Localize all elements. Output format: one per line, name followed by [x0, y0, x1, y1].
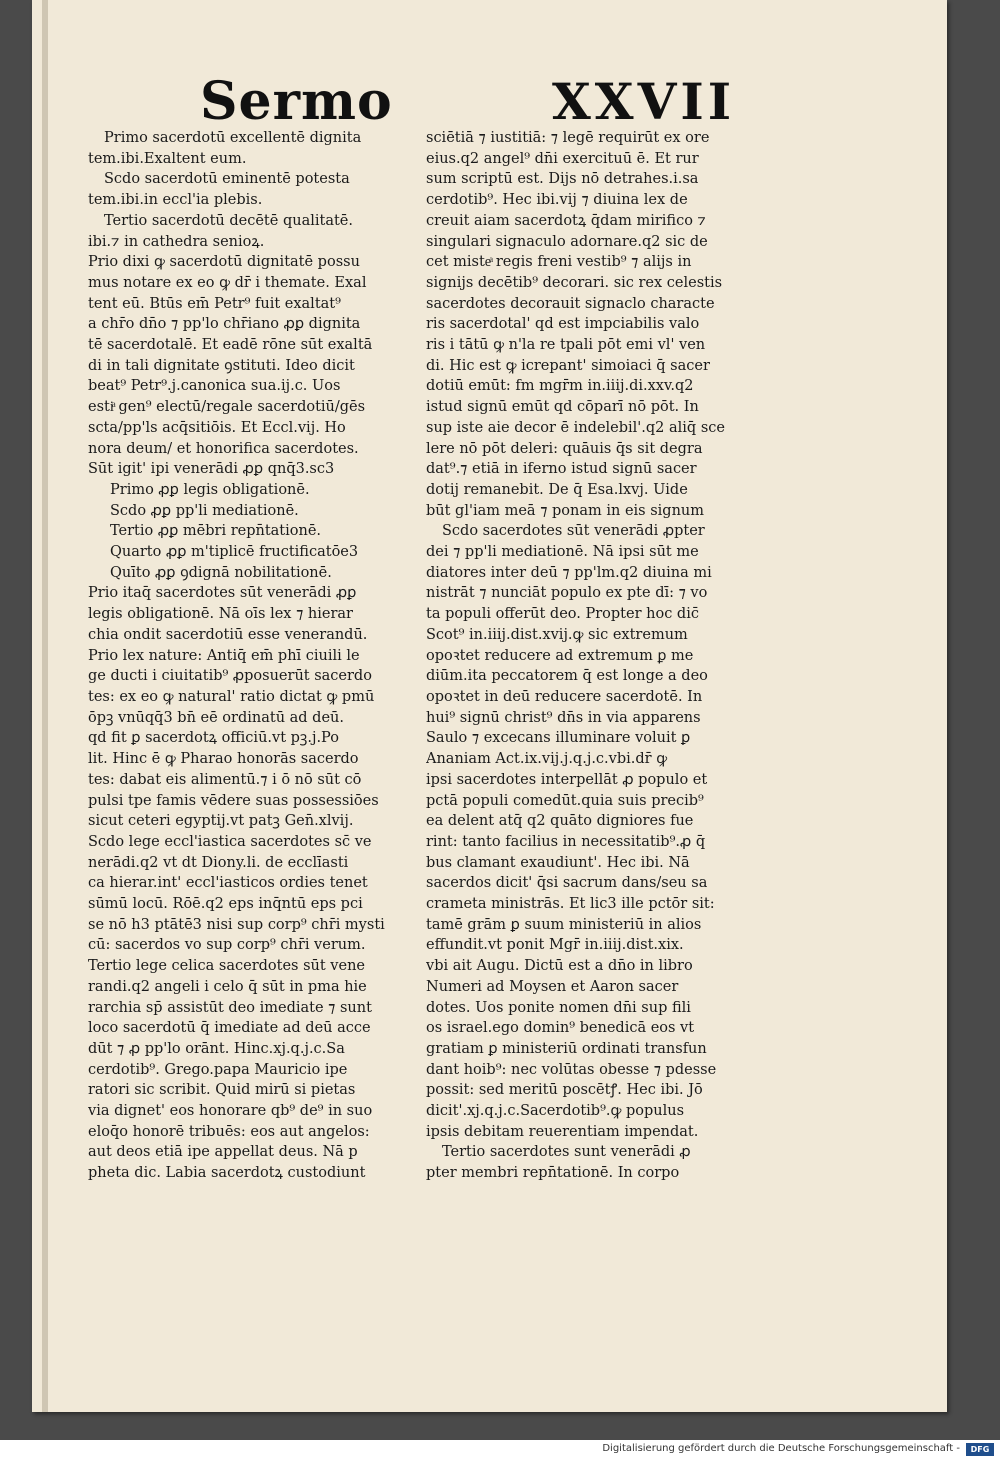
- running-head-title: Sermo: [200, 71, 393, 132]
- page-gutter: [42, 0, 48, 1412]
- text-line: dicit'.xj.q.j.c.Sacerdotib⁹.ꝙ populus: [426, 1103, 685, 1120]
- text-line: Scdo ꝓꝑ pp'li mediationē.: [110, 502, 299, 519]
- text-line: ca hierar.int' eccl'iasticos ordies tenet: [88, 875, 368, 892]
- footer-bar: [0, 1440, 1000, 1460]
- text-line: sacerdotes decorauit signaclo characte: [426, 295, 715, 312]
- text-line: Numeri ad Moysen et Aaron sacer: [426, 978, 679, 995]
- text-line: rarchia sp̄ assistūt deo imediate ⁊ sunt: [88, 999, 372, 1016]
- text-line: signijs decētib⁹ decorari. sic rex celestis: [426, 274, 723, 291]
- text-line: singulari signaculo adornare.q2 sic de: [426, 233, 708, 250]
- text-line: istud signū emūt qd cōparī nō pōt. In: [426, 399, 699, 416]
- text-line: ratori sic scribit. Quid mirū si pietas: [88, 1082, 356, 1099]
- text-line: cū: sacerdos vo sup corp⁹ chr̄i verum.: [88, 937, 366, 954]
- text-line: lere nō pōt deleri: quāuis q̄s sit degra: [426, 440, 703, 457]
- text-line: qd fit ꝑ sacerdotꝝ officiū.vt pꝫ.j.Po: [88, 730, 339, 747]
- text-line: sciētiā ⁊ iustitiā: ⁊ legē requirūt ex ore: [426, 130, 710, 146]
- text-line: sup iste aie decor ē indelebil'.q2 aliq̄ sce: [426, 419, 725, 436]
- text-line: tē sacerdotalē. Et eadē rōne sūt exaltā: [88, 337, 373, 354]
- text-line: Scdo sacerdotes sūt venerādi ꝓpter: [442, 523, 705, 540]
- text-line: opoꝛtet reducere ad extremum ꝑ me: [426, 647, 694, 664]
- running-head-number: XXVII: [552, 72, 736, 131]
- text-line: crameta ministrās. Et lic3 ille pctōr sit:: [426, 896, 715, 913]
- text-line: dant hoib⁹: nec volūtas obesse ⁊ pdesse: [426, 1061, 717, 1078]
- text-line: chia ondit sacerdotiū esse venerandū.: [88, 626, 368, 643]
- text-line: os israel.ego domin⁹ benedicā eos vt: [426, 1020, 695, 1037]
- text-line: Quīto ꝓꝑ ꝯdignā nobilitationē.: [110, 564, 332, 581]
- text-line: dūt ⁊ ꝓ pp'lo orānt. Hinc.xj.q.j.c.Sa: [88, 1040, 345, 1057]
- text-line: Tertio sacerdotū decētē qualitatē.: [104, 212, 353, 229]
- text-line: Saulo ⁊ excecans illuminare voluit ꝑ: [426, 730, 691, 747]
- text-line: di in tali dignitate ꝯstituti. Ideo dicit: [88, 357, 355, 374]
- text-line: di. Hic est ꝙ icrepant' simoiaci q̄ sacer: [426, 357, 710, 374]
- text-line: creuit aiam sacerdotꝝ q̄dam mirifico ⁊: [426, 212, 706, 229]
- text-line: gratiam ꝑ ministeriū ordinati transfun: [426, 1040, 707, 1057]
- text-line: sicut ceteri egyptij.vt patꝫ Gen̄.xlvij.: [88, 813, 354, 830]
- text-line: rint: tanto facilius in necessitatib⁹.ꝓ q̄: [426, 833, 706, 850]
- text-line: nora deum/ et honorifica sacerdotes.: [88, 440, 359, 457]
- text-line: tes: ex eo ꝙ natural' ratio dictat ꝙ pmū: [88, 688, 375, 705]
- text-line: bus clamant exaudiunt'. Hec ibi. Nā: [426, 854, 690, 871]
- text-line: hui⁹ signū christ⁹ dn̄s in via apparens: [426, 709, 701, 726]
- text-line: ipsis debitam reuerentiam impendat.: [426, 1123, 699, 1140]
- text-line: diatores inter deū ⁊ pp'lm.q2 diuina mi: [426, 564, 712, 581]
- text-line: Primo sacerdotū excellentē dignita: [104, 130, 362, 146]
- text-line: Tertio lege celica sacerdotes sūt vene: [88, 958, 366, 975]
- page-scan: [32, 0, 947, 1412]
- text-line: Tertio ꝓꝑ mēbri repn̄tationē.: [110, 523, 322, 540]
- text-line: diūm.ita peccatorem q̄ est longe a deo: [426, 668, 708, 685]
- text-line: pter membri repn̄tationē. In corpo: [426, 1165, 680, 1182]
- text-line: opoꝛtet in deū reducere sacerdotē. In: [426, 688, 703, 705]
- text-line: ta populi offerūt deo. Propter hoc dic̄: [426, 606, 699, 623]
- text-line: estiͣ gen⁹ electū/regale sacerdotiū/gēs: [88, 399, 366, 416]
- text-line: dotiū emūt: fm mgr̄m in.iiij.di.xxv.q2: [426, 378, 694, 395]
- text-line: būt gl'iam meā ⁊ ponam in eis signum: [426, 502, 704, 519]
- text-line: a chr̄o dn̄o ⁊ pp'lo chr̄iano ꝓꝑ dignita: [88, 316, 361, 333]
- text-line: Sūt igit' ipi venerādi ꝓꝑ qnq̄3.sc3: [88, 461, 335, 478]
- text-line: legis obligationē. Nā oīs lex ⁊ hierar: [88, 606, 353, 623]
- text-line: pheta dic. Labia sacerdotꝝ custodiunt: [88, 1165, 366, 1182]
- text-line: cerdotib⁹. Hec ibi.vij ⁊ diuina lex de: [426, 192, 688, 209]
- text-line: via dignet' eos honorare qb⁹ de⁹ in suo: [88, 1103, 373, 1120]
- text-line: ris sacerdotal' qd est impciabilis valo: [426, 316, 700, 333]
- text-line: dotes. Uos ponite nomen dn̄i sup fili: [426, 999, 691, 1016]
- text-line: Quarto ꝓꝑ m'tiplicē fructificatōe3: [110, 544, 359, 561]
- text-line: aut deos etiā ipe appellat deus. Nā p: [88, 1144, 358, 1161]
- text-line: sacerdos dicit' q̄si sacrum dans/seu sa: [426, 875, 708, 892]
- text-line: tent eū. Btūs em̄ Petr⁹ fuit exaltat⁹: [88, 295, 341, 312]
- text-line: pulsi tpe famis vēdere suas possessiōes: [88, 792, 379, 809]
- text-line: nistrāt ⁊ nunciāt populo ex pte dī: ⁊ vo: [426, 585, 708, 602]
- text-line: Prio lex nature: Antiq̄ em̄ phī ciuili le: [88, 647, 360, 664]
- text-line: nerādi.q2 vt dt Diony.li. de ecclīasti: [88, 854, 349, 871]
- text-line: sum scriptū est. Dijs nō detrahes.i.sa: [426, 171, 699, 188]
- text-line: ris i tātū ꝙ n'la re tpali pōt emi vl' ven: [426, 337, 706, 354]
- text-line: se nō h3 ptātē3 nisi sup corp⁹ chr̄i mysti: [88, 916, 385, 933]
- text-line: eloq̄o honorē tribuēs: eos aut angelos:: [88, 1123, 370, 1140]
- text-line: ipsi sacerdotes interpellāt ꝓ populo et: [426, 771, 708, 788]
- text-line: dat⁹.⁊ etiā in iferno istud signū sacer: [426, 461, 697, 478]
- dfg-logo: DFG: [966, 1443, 994, 1456]
- text-line: ge ducti i ciuitatib⁹ ꝓposuerūt sacerdo: [88, 668, 372, 685]
- text-line: tes: dabat eis alimentū.⁊ i ō nō sūt cō: [88, 771, 362, 788]
- text-line: Ananiam Act.ix.vij.j.q.j.c.vbi.dr̄ ꝙ: [426, 751, 668, 768]
- text-line: cet misteͣ regis freni vestib⁹ ⁊ alijs in: [426, 254, 692, 271]
- text-line: Prio itaq̄ sacerdotes sūt venerādi ꝓꝑ: [88, 585, 357, 602]
- text-line: Scdo lege eccl'iastica sacerdotes sc̄ ve: [88, 833, 372, 850]
- text-line: Prio dixi ꝙ sacerdotū dignitatē possu: [88, 254, 360, 271]
- text-line: randi.q2 angeli i celo q̄ sūt in pma hie: [88, 978, 367, 995]
- text-line: ea delent atq̄ q2 quāto digniores fue: [426, 813, 694, 830]
- text-line: loco sacerdotū q̄ imediate ad deū acce: [88, 1020, 371, 1037]
- text-line: tamē grām ꝑ suum ministeriū in alios: [426, 916, 702, 933]
- text-line: ōpꝫ vnūqq̄3 bn̄ eē ordinatū ad deū.: [88, 709, 344, 726]
- text-line: lit. Hinc ē ꝙ Pharao honorās sacerdo: [88, 751, 359, 768]
- text-line: Primo ꝓꝑ legis obligationē.: [110, 481, 310, 498]
- text-line: dei ⁊ pp'li mediationē. Nā ipsi sūt me: [426, 544, 699, 561]
- text-line: mus notare ex eo ꝙ dr̄ i themate. Exal: [88, 274, 367, 291]
- text-line: Tertio sacerdotes sunt venerādi ꝓ: [442, 1144, 691, 1161]
- text-line: cerdotib⁹. Grego.papa Mauricio ipe: [88, 1061, 348, 1078]
- text-line: sūmū locū. Rōē.q2 eps inq̄ntū eps pci: [88, 896, 363, 913]
- text-line: beat⁹ Petr⁹.j.canonica sua.ij.c. Uos: [88, 378, 341, 395]
- text-line: pctā populi comedūt.quia suis precib⁹: [426, 792, 704, 809]
- text-line: scta/pp'ls acq̄sitiōis. Et Eccl.vij. Ho: [88, 419, 346, 436]
- text-line: possit: sed meritū poscētꝭ. Hec ibi. Jō: [426, 1082, 703, 1099]
- text-line: effundit.vt ponit Mgr̄ in.iiij.dist.xix.: [426, 937, 684, 954]
- text-line: ibi.⁊ in cathedra senioꝝ.: [88, 233, 265, 250]
- text-line: tem.ibi.in eccl'ia plebis.: [88, 192, 263, 209]
- text-line: eius.q2 angel⁹ dn̄i exercituū ē. Et rur: [426, 150, 699, 167]
- text-line: vbi ait Augu. Dictū est a dn̄o in libro: [426, 958, 693, 975]
- text-column-left: [88, 128, 440, 1213]
- text-line: Scdo sacerdotū eminentē potesta: [104, 171, 350, 188]
- text-line: Scot⁹ in.iiij.dist.xvij.ꝙ sic extremum: [426, 626, 688, 643]
- text-line: tem.ibi.Exaltent eum.: [88, 150, 247, 167]
- text-line: dotij remanebit. De q̄ Esa.lxvj. Uide: [426, 481, 688, 498]
- funding-notice: Digitalisierung gefördert durch die Deutsche Forschungsgemeinschaft -: [602, 1443, 960, 1454]
- text-column-right: [426, 128, 778, 1213]
